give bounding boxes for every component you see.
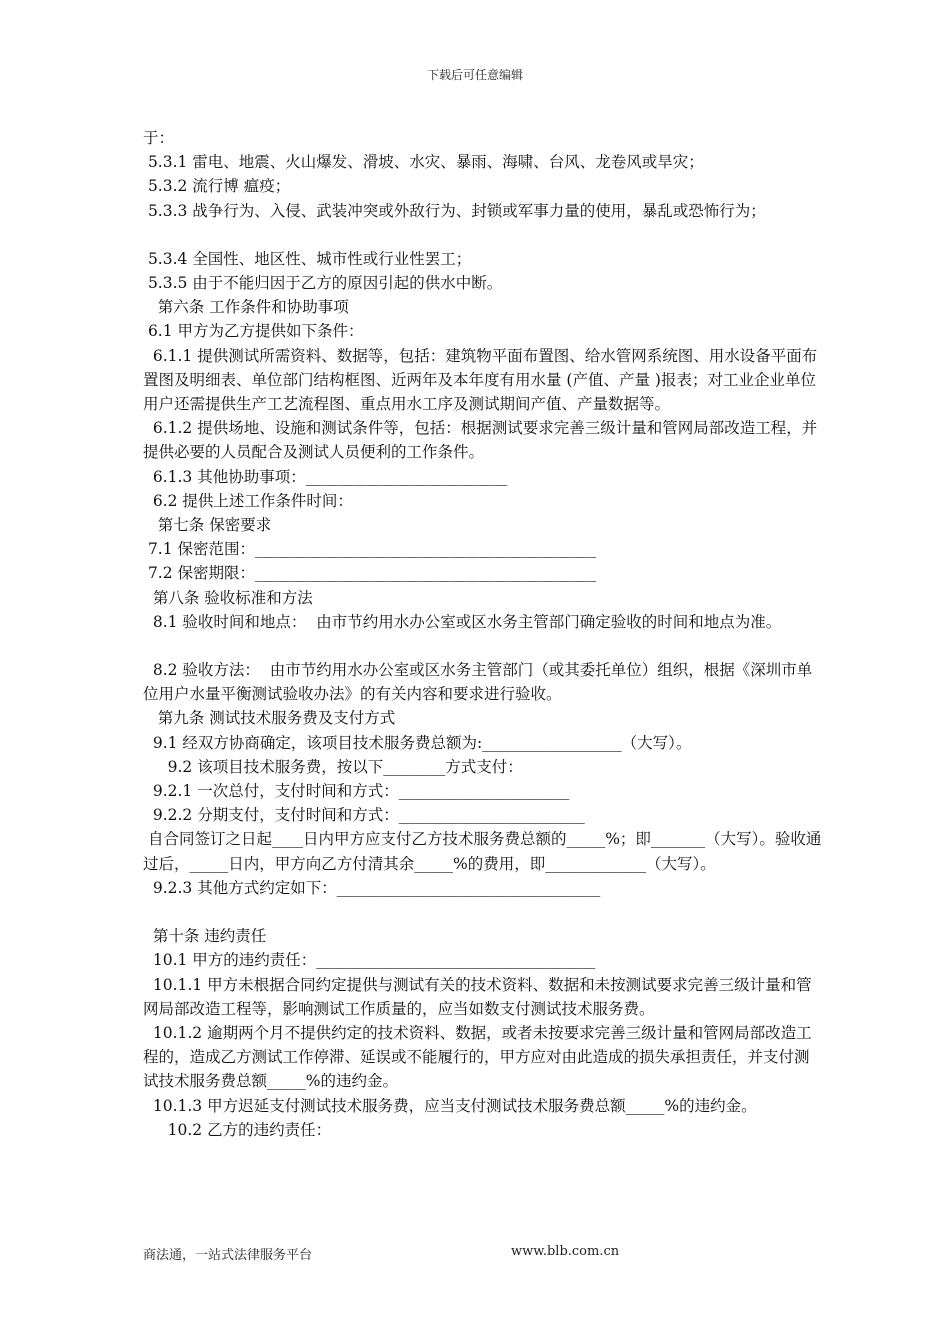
paragraph: 第七条 保密要求 [143,516,272,535]
footer-brand: 商法通，一站式法律服务平台 [143,1248,313,1263]
paragraph: 第八条 验收标准和方法 [143,588,313,607]
paragraph: 10.1.2 逾期两个月不提供约定的技术资料、数据，或者未按要求完善三级计量和管网局部改造工程的，造成乙方测试工作停滞、延误或不能履行的，甲方应对由此造成的损失承担责任，并支付测试技术服务费总额_____%的违约金。 [143,1023,812,1091]
paragraph: 6.2 提供上述工作条件时间： [143,491,353,510]
footer-url[interactable]: www.blb.com.cn [511,1244,620,1259]
paragraph: 6.1.2 提供场地、设施和测试条件等，包括：根据测试要求完善三级计量和管网局部改造工程，并提供必要的人员配合及测试人员便利的工作条件。 [143,419,818,462]
blank-line [143,223,823,247]
paragraph: 10.1 甲方的违约责任：____________________________________ [143,951,596,970]
document-body [143,126,823,1142]
paragraph: 9.1 经双方协商确定，该项目技术服务费总额为:__________________（大写）。 [143,733,692,752]
paragraph: 7.2 保密期限：____________________________________________ [143,564,597,583]
paragraph: 5.3.5 由于不能归因于乙方的原因引起的供水中断。 [143,274,503,293]
paragraph: 5.3.3 战争行为、入侵、武装冲突或外敌行为、封锁或军事力量的使用，暴乱或恐怖行为； [143,201,766,220]
paragraph: 5.3.1 雷电、地震、火山爆发、滑坡、水灾、暴雨、海啸、台风、龙卷风或旱灾； [143,153,704,172]
paragraph: 自合同签订之日起____日内甲方应支付乙方技术服务费总额的_____%；即_______（大写）。验收通过后，_____日内，甲方向乙方付清其余_____%的费用，即_____________（大写）。 [143,830,822,873]
paragraph: 5.3.2 流行博 瘟疫； [143,177,291,196]
paragraph: 9.2.2 分期支付，支付时间和方式：________________________ [143,806,585,825]
blank-line [143,900,823,924]
paragraph: 9.2.3 其他方式约定如下：__________________________________ [143,878,601,897]
paragraph: 10.1.1 甲方未根据合同约定提供与测试有关的技术资料、数据和未按测试要求完善三级计量和管网局部改造工程等，影响测试工作质量的，应当如数支付测试技术服务费。 [143,975,812,1018]
page-header: 下载后可任意编辑 [426,68,523,82]
paragraph: 7.1 保密范围：____________________________________________ [143,540,597,559]
paragraph: 9.2 该项目技术服务费，按以下________方式支付： [143,757,523,776]
blank-line [143,634,823,658]
paragraph: 5.3.4 全国性、地区性、城市性或行业性罢工； [143,249,472,268]
paragraph: 6.1 甲方为乙方提供如下条件： [143,322,364,341]
paragraph: 第十条 违约责任 [143,927,267,946]
paragraph: 9.2.1 一次总付，支付时间和方式：______________________ [143,782,570,801]
paragraph: 10.2 乙方的违约责任： [143,1120,332,1139]
paragraph: 8.2 验收方法： 由市节约用水办公室或区水务主管部门（或其委托单位）组织，根据《深圳市单位用户水量平衡测试验收办法》的有关内容和要求进行验收。 [143,661,813,704]
paragraph: 第六条 工作条件和协助事项 [143,298,349,317]
paragraph: 于： [143,129,175,147]
paragraph: 6.1.3 其他协助事项：__________________________ [143,467,508,486]
paragraph: 第九条 测试技术服务费及支付方式 [143,709,396,728]
paragraph: 10.1.3 甲方迟延支付测试技术服务费，应当支付测试技术服务费总额_____%的违约金。 [143,1096,757,1115]
paragraph: 8.1 验收时间和地点： 由市节约用水办公室或区水务主管部门确定验收的时间和地点为准。 [143,612,782,631]
paragraph: 6.1.1 提供测试所需资料、数据等，包括：建筑物平面布置图、给水管网系统图、用水设备平面布置图及明细表、单位部门结构框图、近两年及本年度有用水量 (产值、产量 )报表；对工业企业单位用户还需提供生产工艺流程图、重点用水工序及测试期间产值、产量数据等。 [143,346,818,414]
